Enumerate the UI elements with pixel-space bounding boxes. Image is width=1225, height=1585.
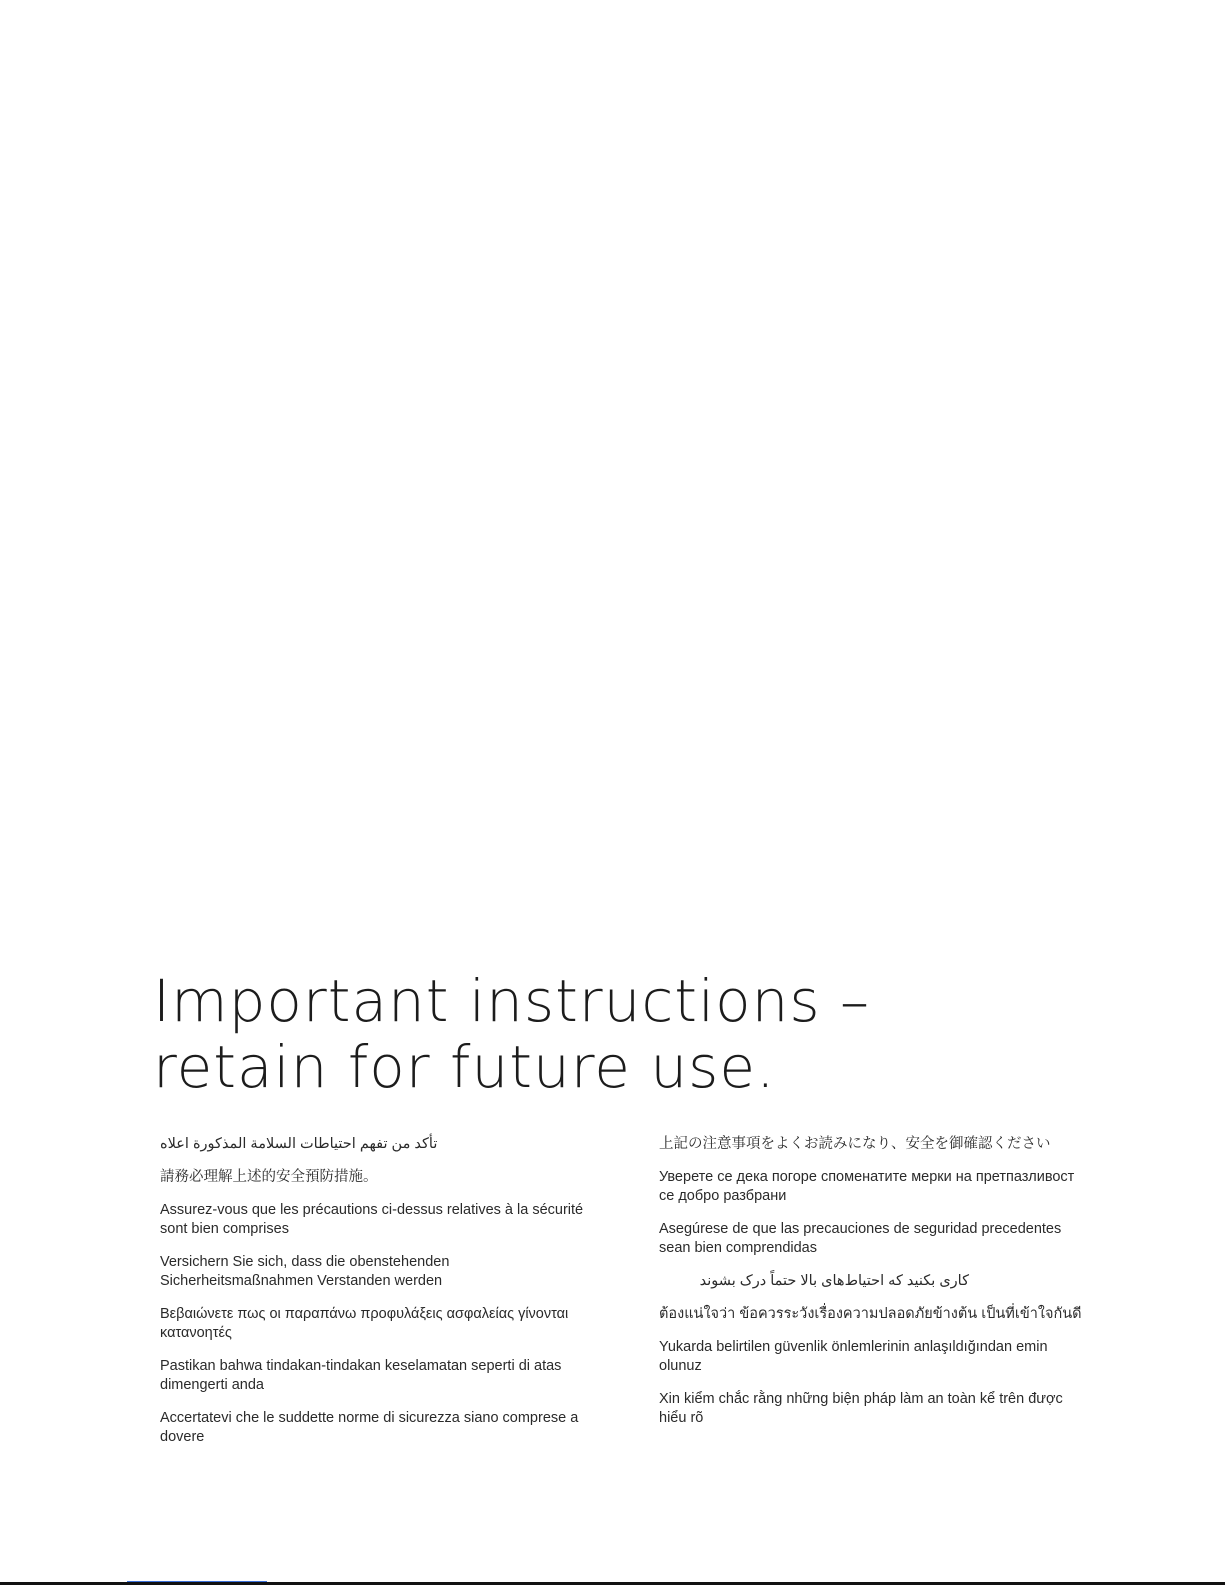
instruction-french: Assurez-vous que les précautions ci-dessus relatives à la sécurité sont bien comprises [160, 1202, 584, 1237]
page-title-line-2: retain for future use. [153, 1033, 776, 1101]
instructions-left-column [160, 1135, 600, 1461]
instruction-vietnamese: Xin kiểm chắc rằng những biện pháp làm an toàn kể trên được hiểu rõ [659, 1391, 1063, 1426]
instruction-greek: Βεβαιώνετε πως οι παραπάνω προφυλάξεις ασφαλείας γίνονται κατανοητές [160, 1306, 569, 1341]
instruction-macedonian: Уверете се дека погоре споменатите мерки на претпазливост се добро разбрани [659, 1169, 1075, 1204]
instruction-chinese-traditional: 請務必理解上述的安全預防措施。 [160, 1169, 378, 1185]
instruction-spanish: Asegúrese de que las precauciones de seguridad precedentes sean bien comprendidas [659, 1221, 1062, 1256]
page-title [153, 968, 870, 1100]
instruction-german: Versichern Sie sich, dass die obenstehenden Sicherheitsmaßnahmen Verstanden werden [160, 1254, 450, 1289]
instruction-japanese: 上記の注意事項をよくお読みになり、安全を御確認ください [659, 1136, 1051, 1152]
instruction-turkish: Yukarda belirtilen güvenlik önlemlerinin anlaşıldığından emin olunuz [659, 1339, 1048, 1374]
instruction-arabic: تأكد من تفهم احتياطات السلامة المذكورة اعلاه [160, 1136, 438, 1152]
page-title-line-1: Important instructions – [153, 967, 871, 1035]
instructions-right-column [659, 1135, 1089, 1442]
instruction-persian: کاری بکنید که احتیاط‌های بالا حتماً درک بشوند [699, 1273, 969, 1289]
instruction-italian: Accertatevi che le suddette norme di sicurezza siano comprese a dovere [160, 1410, 579, 1445]
instruction-indonesian: Pastikan bahwa tindakan-tindakan keselamatan seperti di atas dimengerti anda [160, 1358, 562, 1393]
instruction-thai: ต้องแน่ใจว่า ข้อควรระวังเรื่องความปลอดภัยข้างต้น เป็นที่เข้าใจกันดี [659, 1306, 1082, 1322]
